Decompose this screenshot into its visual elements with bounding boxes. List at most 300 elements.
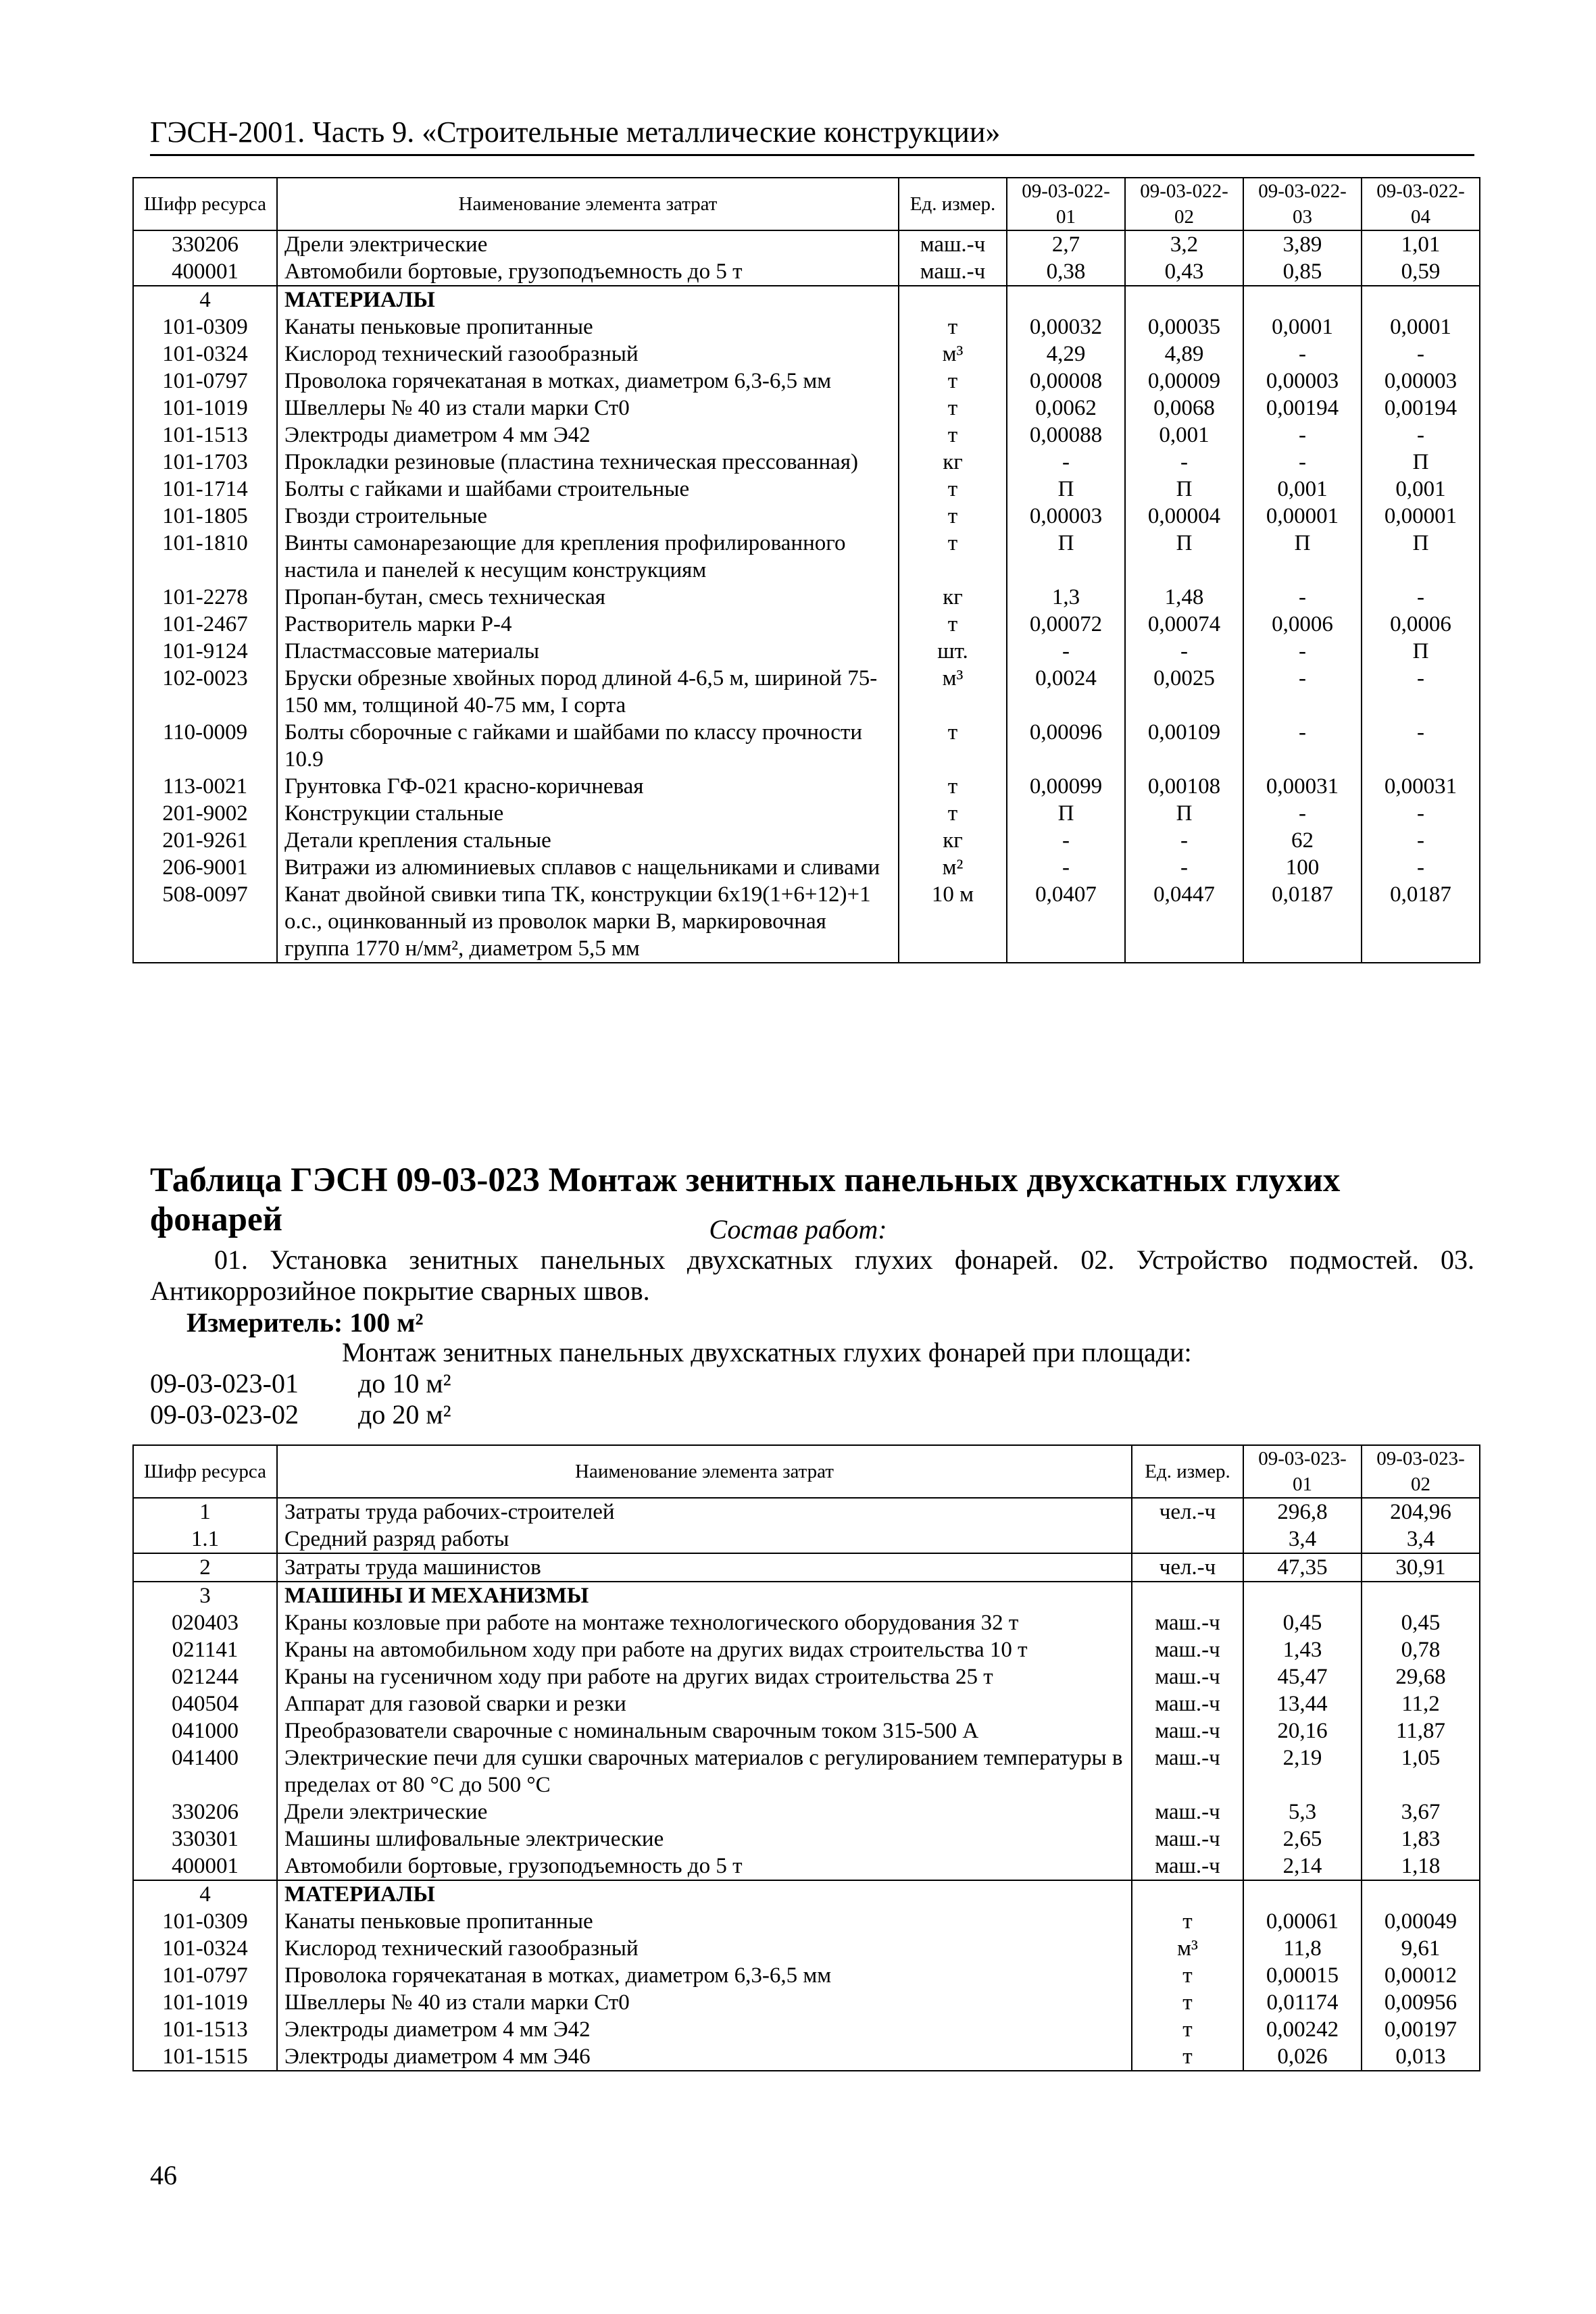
value-cell: 0,00031 — [1362, 773, 1480, 800]
unit-cell: м³ — [1132, 1935, 1243, 1962]
resource-code: 101-0309 — [133, 313, 277, 341]
value-cell: 11,8 — [1243, 1935, 1362, 1962]
value-cell: - — [1007, 854, 1125, 881]
value-cell: - — [1362, 719, 1480, 773]
resource-code: 101-1019 — [133, 1989, 277, 2016]
value-cell: 0,45 — [1243, 1609, 1362, 1636]
page-header: ГЭСН-2001. Часть 9. «Строительные металлические конструкции» — [150, 116, 1474, 156]
value-cell: 0,00109 — [1125, 719, 1243, 773]
value-cell: П — [1243, 530, 1362, 584]
unit-cell: маш.-ч — [1132, 1636, 1243, 1663]
unit-cell: шт. — [899, 638, 1007, 665]
value-cell: П — [1125, 800, 1243, 827]
value-cell: 0,00088 — [1007, 422, 1125, 449]
resource-name: Детали крепления стальные — [277, 827, 899, 854]
value-cell: 0,00003 — [1007, 503, 1125, 530]
resource-code: 400001 — [133, 1853, 277, 1880]
resource-code: 110-0009 — [133, 719, 277, 773]
value-cell: 2,19 — [1243, 1744, 1362, 1799]
unit-cell: т — [1132, 2016, 1243, 2043]
unit-cell: т — [899, 476, 1007, 503]
value-cell: 30,91 — [1362, 1553, 1480, 1582]
resource-code: 206-9001 — [133, 854, 277, 881]
resource-name: МАТЕРИАЛЫ — [277, 286, 899, 313]
value-cell: 47,35 — [1243, 1553, 1362, 1582]
unit-cell: маш.-ч — [899, 230, 1007, 258]
value-cell: П — [1362, 449, 1480, 476]
resource-name: Конструкции стальные — [277, 800, 899, 827]
unit-cell: маш.-ч — [1132, 1663, 1243, 1690]
resource-code: 2 — [133, 1553, 277, 1582]
value-cell: 45,47 — [1243, 1663, 1362, 1690]
unit-cell: т — [1132, 1962, 1243, 1989]
value-cell: 0,00031 — [1243, 773, 1362, 800]
resource-code: 101-1810 — [133, 530, 277, 584]
value-cell: 1,3 — [1007, 584, 1125, 611]
table-row — [133, 230, 1480, 258]
value-cell: 0,0006 — [1243, 611, 1362, 638]
resource-name: Витражи из алюминиевых сплавов с нащельниками и сливами — [277, 854, 899, 881]
resource-code: 101-2467 — [133, 611, 277, 638]
resource-name: МАТЕРИАЛЫ — [277, 1880, 1132, 1908]
unit-cell — [1132, 1582, 1243, 1609]
value-cell: 0,00108 — [1125, 773, 1243, 800]
value-cell: 0,00074 — [1125, 611, 1243, 638]
unit-cell: т — [899, 719, 1007, 773]
value-cell: - — [1007, 449, 1125, 476]
resource-name: Кислород технический газообразный — [277, 341, 899, 368]
table-header-row — [133, 1445, 1480, 1498]
value-cell: 13,44 — [1243, 1690, 1362, 1717]
table-row — [133, 258, 1480, 286]
section-title: Таблица ГЭСН 09-03-023 Монтаж зенитных панельных двухскатных глухих фонарей — [150, 1161, 1341, 1238]
value-cell: - — [1362, 584, 1480, 611]
value-cell: 0,00032 — [1007, 313, 1125, 341]
value-cell: - — [1243, 638, 1362, 665]
resource-name: Электроды диаметром 4 мм Э42 — [277, 422, 899, 449]
value-cell: 0,00035 — [1125, 313, 1243, 341]
table-row — [133, 2016, 1480, 2043]
value-cell: 0,001 — [1362, 476, 1480, 503]
resource-code: 020403 — [133, 1609, 277, 1636]
col-header-norm: 09-03-023-01 — [1243, 1445, 1362, 1498]
unit-cell: маш.-ч — [899, 258, 1007, 286]
value-cell: 0,00001 — [1362, 503, 1480, 530]
resource-code: 4 — [133, 1880, 277, 1908]
resource-name: Грунтовка ГФ-021 красно-коричневая — [277, 773, 899, 800]
value-cell: 0,00197 — [1362, 2016, 1480, 2043]
norm-range: до 20 м² — [358, 1399, 451, 1430]
resource-code: 4 — [133, 286, 277, 313]
resource-name: Бруски обрезные хвойных пород длиной 4-6,5 м, шириной 75-150 мм, толщиной 40-75 мм, I сорта — [277, 665, 899, 719]
table-row — [133, 881, 1480, 963]
value-cell: 0,00012 — [1362, 1962, 1480, 1989]
resource-code: 101-0797 — [133, 368, 277, 395]
resource-name: Канаты пеньковые пропитанные — [277, 1908, 1132, 1935]
resource-code: 1 — [133, 1498, 277, 1526]
value-cell: 0,0062 — [1007, 395, 1125, 422]
col-header-norm: 09-03-022-02 — [1125, 178, 1243, 230]
value-cell: 0,0001 — [1362, 313, 1480, 341]
resource-code: 201-9002 — [133, 800, 277, 827]
value-cell: 1,83 — [1362, 1826, 1480, 1853]
value-cell: 3,4 — [1243, 1526, 1362, 1553]
resource-name: Краны на автомобильном ходу при работе на других видах строительства 10 т — [277, 1636, 1132, 1663]
value-cell: 0,013 — [1362, 2043, 1480, 2071]
value-cell: 0,00049 — [1362, 1908, 1480, 1935]
value-cell — [1007, 286, 1125, 313]
value-cell: 3,2 — [1125, 230, 1243, 258]
resource-code: 101-0797 — [133, 1962, 277, 1989]
value-cell: 29,68 — [1362, 1663, 1480, 1690]
value-cell: П — [1007, 476, 1125, 503]
value-cell: 0,00003 — [1362, 368, 1480, 395]
value-cell: 4,29 — [1007, 341, 1125, 368]
table-row — [133, 665, 1480, 719]
table-row — [133, 530, 1480, 584]
value-cell: - — [1125, 854, 1243, 881]
resource-code: 101-0309 — [133, 1908, 277, 1935]
value-cell: 0,85 — [1243, 258, 1362, 286]
table-row — [133, 395, 1480, 422]
value-cell — [1125, 286, 1243, 313]
value-cell — [1362, 286, 1480, 313]
value-cell: 0,001 — [1125, 422, 1243, 449]
value-cell: 0,0068 — [1125, 395, 1243, 422]
unit-cell: м² — [899, 854, 1007, 881]
resource-code: 041400 — [133, 1744, 277, 1799]
resource-code: 3 — [133, 1582, 277, 1609]
resource-code: 113-0021 — [133, 773, 277, 800]
resource-name: Винты самонарезающие для крепления профилированного настила и панелей к несущим конструкциям — [277, 530, 899, 584]
resource-name: Преобразователи сварочные с номинальным сварочным током 315-500 А — [277, 1717, 1132, 1744]
table-row — [133, 1690, 1480, 1717]
resource-name: Электроды диаметром 4 мм Э46 — [277, 2043, 1132, 2071]
value-cell — [1362, 1582, 1480, 1609]
value-cell: 9,61 — [1362, 1935, 1480, 1962]
value-cell: - — [1362, 422, 1480, 449]
resource-code: 508-0097 — [133, 881, 277, 963]
resource-name: Канаты пеньковые пропитанные — [277, 313, 899, 341]
value-cell: 0,00956 — [1362, 1989, 1480, 2016]
value-cell: 20,16 — [1243, 1717, 1362, 1744]
resource-code: 1.1 — [133, 1526, 277, 1553]
value-cell: 0,0407 — [1007, 881, 1125, 963]
resource-name: Автомобили бортовые, грузоподъемность до 5 т — [277, 1853, 1132, 1880]
table-row — [133, 2043, 1480, 2071]
table-row — [133, 800, 1480, 827]
page-number: 46 — [150, 2160, 177, 2190]
value-cell: 204,96 — [1362, 1498, 1480, 1526]
value-cell — [1243, 1880, 1362, 1908]
col-header-unit: Ед. измер. — [1132, 1445, 1243, 1498]
value-cell — [1362, 1880, 1480, 1908]
value-cell: - — [1243, 584, 1362, 611]
resource-code: 101-2278 — [133, 584, 277, 611]
table-row — [133, 313, 1480, 341]
resource-name: Аппарат для газовой сварки и резки — [277, 1690, 1132, 1717]
resource-code: 041000 — [133, 1717, 277, 1744]
work-composition: 01. Установка зенитных панельных двухскатных глухих фонарей. 02. Устройство подмостей. 03. Антикоррозийное покрытие сварных швов. — [150, 1244, 1474, 1306]
table-row — [133, 1717, 1480, 1744]
unit-cell: т — [899, 422, 1007, 449]
unit-cell: т — [1132, 1908, 1243, 1935]
table-row — [133, 1908, 1480, 1935]
resource-name: Средний разряд работы — [277, 1526, 1132, 1553]
resource-name: Дрели электрические — [277, 1799, 1132, 1826]
meter-label: Измеритель: 100 м² — [186, 1307, 424, 1338]
table-row — [133, 1962, 1480, 1989]
col-header-norm: 09-03-023-02 — [1362, 1445, 1480, 1498]
value-cell: 0,0447 — [1125, 881, 1243, 963]
resource-table-022 — [132, 177, 1480, 963]
unit-cell: т — [899, 800, 1007, 827]
value-cell: - — [1362, 665, 1480, 719]
table-row — [133, 449, 1480, 476]
resource-name: Гвозди строительные — [277, 503, 899, 530]
value-cell: 5,3 — [1243, 1799, 1362, 1826]
resource-name: Краны на гусеничном ходу при работе на других видах строительства 25 т — [277, 1663, 1132, 1690]
value-cell: 1,48 — [1125, 584, 1243, 611]
resource-code: 101-1714 — [133, 476, 277, 503]
resource-name: Болты сборочные с гайками и шайбами по классу прочности 10.9 — [277, 719, 899, 773]
table-row — [133, 1826, 1480, 1853]
resource-code: 101-1513 — [133, 2016, 277, 2043]
value-cell: - — [1243, 341, 1362, 368]
unit-cell: т — [899, 395, 1007, 422]
unit-cell — [899, 286, 1007, 313]
value-cell: 3,4 — [1362, 1526, 1480, 1553]
value-cell: 0,00004 — [1125, 503, 1243, 530]
unit-cell: маш.-ч — [1132, 1853, 1243, 1880]
table-row — [133, 1526, 1480, 1553]
value-cell: 0,0187 — [1362, 881, 1480, 963]
unit-cell: маш.-ч — [1132, 1744, 1243, 1799]
value-cell: 0,0024 — [1007, 665, 1125, 719]
resource-code: 330206 — [133, 1799, 277, 1826]
resource-name: Швеллеры № 40 из стали марки Ст0 — [277, 1989, 1132, 2016]
resource-name: Болты с гайками и шайбами строительные — [277, 476, 899, 503]
value-cell: П — [1007, 800, 1125, 827]
table-row — [133, 1553, 1480, 1582]
table-row — [133, 611, 1480, 638]
value-cell: 1,01 — [1362, 230, 1480, 258]
resource-code: 201-9261 — [133, 827, 277, 854]
unit-cell: т — [899, 611, 1007, 638]
unit-cell: 10 м — [899, 881, 1007, 963]
value-cell: 0,00001 — [1243, 503, 1362, 530]
value-cell: 0,0001 — [1243, 313, 1362, 341]
table-row — [133, 1498, 1480, 1526]
col-header-unit: Ед. измер. — [899, 178, 1007, 230]
unit-cell: т — [899, 368, 1007, 395]
table-row — [133, 1663, 1480, 1690]
value-cell: - — [1243, 665, 1362, 719]
table-row — [133, 1880, 1480, 1908]
resource-code: 330206 — [133, 230, 277, 258]
unit-cell — [1132, 1880, 1243, 1908]
table-row — [133, 1609, 1480, 1636]
table-row — [133, 1935, 1480, 1962]
resource-name: Швеллеры № 40 из стали марки Ст0 — [277, 395, 899, 422]
value-cell: 0,00008 — [1007, 368, 1125, 395]
resource-code: 101-9124 — [133, 638, 277, 665]
table-row — [133, 1853, 1480, 1880]
unit-cell: кг — [899, 827, 1007, 854]
value-cell: 0,026 — [1243, 2043, 1362, 2071]
table-row — [133, 773, 1480, 800]
value-cell: 1,18 — [1362, 1853, 1480, 1880]
table-row — [133, 1799, 1480, 1826]
value-cell: 3,89 — [1243, 230, 1362, 258]
value-cell: - — [1125, 827, 1243, 854]
resource-name: Проволока горячекатаная в мотках, диаметром 6,3-6,5 мм — [277, 1962, 1132, 1989]
table-row — [133, 341, 1480, 368]
value-cell: 0,0006 — [1362, 611, 1480, 638]
value-cell: 0,001 — [1243, 476, 1362, 503]
table-row — [133, 1582, 1480, 1609]
value-cell: 0,78 — [1362, 1636, 1480, 1663]
resource-code: 101-1703 — [133, 449, 277, 476]
unit-cell: м³ — [899, 341, 1007, 368]
table-row — [133, 638, 1480, 665]
value-cell: 0,00009 — [1125, 368, 1243, 395]
resource-code: 101-1513 — [133, 422, 277, 449]
col-header-name: Наименование элемента затрат — [277, 1445, 1132, 1498]
meter-description: Монтаж зенитных панельных двухскатных глухих фонарей при площади: — [342, 1337, 1192, 1367]
resource-name: Проволока горячекатаная в мотках, диаметром 6,3-6,5 мм — [277, 368, 899, 395]
value-cell: 11,2 — [1362, 1690, 1480, 1717]
table-row — [133, 719, 1480, 773]
resource-code: 101-1805 — [133, 503, 277, 530]
unit-cell: маш.-ч — [1132, 1690, 1243, 1717]
value-cell: 1,05 — [1362, 1744, 1480, 1799]
resource-code: 101-1019 — [133, 395, 277, 422]
unit-cell: чел.-ч — [1132, 1498, 1243, 1526]
value-cell: - — [1362, 800, 1480, 827]
value-cell: 0,00099 — [1007, 773, 1125, 800]
resource-name: Электроды диаметром 4 мм Э42 — [277, 2016, 1132, 2043]
value-cell: - — [1243, 719, 1362, 773]
unit-cell — [1132, 1526, 1243, 1553]
value-cell: 0,59 — [1362, 258, 1480, 286]
norm-range: до 10 м² — [358, 1368, 451, 1399]
table-row — [133, 1744, 1480, 1799]
value-cell: П — [1007, 530, 1125, 584]
unit-cell: м³ — [899, 665, 1007, 719]
unit-cell: т — [1132, 2043, 1243, 2071]
value-cell: 0,00061 — [1243, 1908, 1362, 1935]
value-cell: 0,00072 — [1007, 611, 1125, 638]
value-cell: - — [1125, 638, 1243, 665]
table-row — [133, 286, 1480, 313]
value-cell: 0,00003 — [1243, 368, 1362, 395]
value-cell: П — [1125, 476, 1243, 503]
table-row — [133, 476, 1480, 503]
value-cell: 1,43 — [1243, 1636, 1362, 1663]
unit-cell: т — [899, 313, 1007, 341]
resource-name: Канат двойной свивки типа ТК, конструкции 6х19(1+6+12)+1 о.с., оцинкованный из проволок марки В, маркировочная группа 1770 н/мм², диаметром 5,5 мм — [277, 881, 899, 963]
value-cell: - — [1243, 422, 1362, 449]
resource-code: 101-0324 — [133, 1935, 277, 1962]
value-cell: 0,00194 — [1362, 395, 1480, 422]
resource-code: 400001 — [133, 258, 277, 286]
value-cell: 0,01174 — [1243, 1989, 1362, 2016]
resource-code: 040504 — [133, 1690, 277, 1717]
table-row — [133, 827, 1480, 854]
value-cell: 2,14 — [1243, 1853, 1362, 1880]
value-cell: 0,00096 — [1007, 719, 1125, 773]
value-cell: - — [1362, 854, 1480, 881]
unit-cell: маш.-ч — [1132, 1609, 1243, 1636]
resource-code: 021244 — [133, 1663, 277, 1690]
unit-cell: т — [899, 503, 1007, 530]
col-header-code: Шифр ресурса — [133, 178, 277, 230]
resource-name: Автомобили бортовые, грузоподъемность до 5 т — [277, 258, 899, 286]
unit-cell: кг — [899, 449, 1007, 476]
value-cell: 0,0025 — [1125, 665, 1243, 719]
resource-name: Пластмассовые материалы — [277, 638, 899, 665]
resource-code: 101-1515 — [133, 2043, 277, 2071]
resource-name: Электрические печи для сушки сварочных материалов с регулированием температуры в пределах от 80 °С до 500 °С — [277, 1744, 1132, 1799]
value-cell: - — [1362, 341, 1480, 368]
unit-cell: т — [899, 530, 1007, 584]
table-row — [133, 422, 1480, 449]
table-row — [133, 503, 1480, 530]
col-header-norm: 09-03-022-04 — [1362, 178, 1480, 230]
unit-cell: чел.-ч — [1132, 1553, 1243, 1582]
norm-code: 09-03-023-02 — [150, 1399, 299, 1430]
unit-cell: кг — [899, 584, 1007, 611]
value-cell: 100 — [1243, 854, 1362, 881]
unit-cell: маш.-ч — [1132, 1717, 1243, 1744]
table-row — [133, 584, 1480, 611]
table-header-row — [133, 178, 1480, 230]
col-header-code: Шифр ресурса — [133, 1445, 277, 1498]
value-cell: - — [1243, 800, 1362, 827]
unit-cell: т — [899, 773, 1007, 800]
resource-code: 330301 — [133, 1826, 277, 1853]
value-cell — [1243, 1582, 1362, 1609]
resource-name: Машины шлифовальные электрические — [277, 1826, 1132, 1853]
value-cell: - — [1007, 827, 1125, 854]
section-subtitle: Состав работ: — [709, 1214, 887, 1244]
resource-name: Затраты труда машинистов — [277, 1553, 1132, 1582]
value-cell: - — [1007, 638, 1125, 665]
value-cell: - — [1125, 449, 1243, 476]
resource-name: Кислород технический газообразный — [277, 1935, 1132, 1962]
resource-name: Затраты труда рабочих-строителей — [277, 1498, 1132, 1526]
value-cell: 11,87 — [1362, 1717, 1480, 1744]
value-cell: П — [1125, 530, 1243, 584]
value-cell: 0,00015 — [1243, 1962, 1362, 1989]
col-header-norm: 09-03-022-03 — [1243, 178, 1362, 230]
table-row — [133, 1989, 1480, 2016]
resource-name: Краны козловые при работе на монтаже технологического оборудования 32 т — [277, 1609, 1132, 1636]
value-cell: 0,38 — [1007, 258, 1125, 286]
unit-cell: маш.-ч — [1132, 1826, 1243, 1853]
resource-name: Дрели электрические — [277, 230, 899, 258]
value-cell: 2,7 — [1007, 230, 1125, 258]
value-cell: - — [1362, 827, 1480, 854]
value-cell: 0,43 — [1125, 258, 1243, 286]
value-cell: 4,89 — [1125, 341, 1243, 368]
value-cell: 2,65 — [1243, 1826, 1362, 1853]
value-cell: - — [1243, 449, 1362, 476]
resource-name: Растворитель марки Р-4 — [277, 611, 899, 638]
value-cell: 0,00242 — [1243, 2016, 1362, 2043]
resource-table-023 — [132, 1444, 1480, 2071]
